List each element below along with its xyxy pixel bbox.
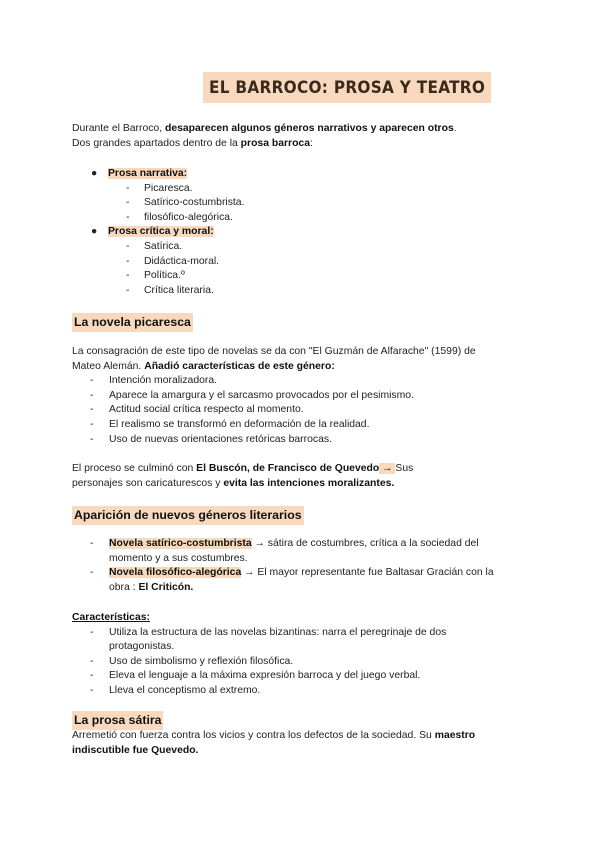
- list-item: - Aparece la amargura y el sarcasmo provocados por el pesimismo.: [90, 389, 414, 401]
- list-item: - Novela filosófico-alegórica → El mayor representante fue Baltasar Gracián con la obra : El Criticón.: [90, 567, 494, 593]
- list-item: - El realismo se transformó en deformación de la realidad.: [90, 418, 370, 430]
- section-heading-prosa-satira: La prosa sátira: [72, 711, 163, 730]
- text-line: Mateo Alemán. Añadió características de este género:: [72, 360, 335, 372]
- satira-body: [72, 729, 534, 758]
- nuevos-generos-list: [72, 537, 534, 595]
- intro: [72, 122, 534, 151]
- bullet-icon: ●: [91, 226, 98, 238]
- list-item: - Didáctica-moral.: [126, 255, 220, 267]
- list-item: ● Prosa narrativa: - Picaresca. - Satírico-costumbrista. - filosófico-alegórica.: [72, 167, 534, 225]
- list-item: - Intención moralizadora.: [90, 375, 218, 387]
- list-item: - Eleva el lenguaje a la máxima expresión barroca y del juego verbal.: [90, 670, 421, 682]
- prose-groups-list: [72, 167, 534, 298]
- intro-line-2: Dos grandes apartados dentro de la prosa barroca:: [72, 137, 313, 149]
- list-item: - Picaresca.: [126, 182, 193, 194]
- picaresca-conclusion: [72, 462, 534, 491]
- list-item: - Utiliza la estructura de las novelas bizantinas: narra el peregrinaje de dos protagonistas.: [90, 626, 447, 653]
- caracteristicas-heading: Características:: [72, 612, 150, 623]
- text-line: El proceso se culminó con El Buscón, de Francisco de Quevedo → Sus: [72, 463, 414, 474]
- text-line: personajes son caricaturescos y evita las intenciones moralizantes.: [72, 477, 395, 489]
- list-item: - Lleva el conceptismo al extremo.: [90, 684, 261, 696]
- list-item: - Uso de simbolismo y reflexión filosófica.: [90, 655, 294, 667]
- section-heading-picaresca: La novela picaresca: [72, 313, 193, 332]
- picaresca-body: [72, 345, 534, 447]
- arrow-icon: →: [379, 463, 396, 474]
- section-heading-nuevos-generos: Aparición de nuevos géneros literarios: [72, 506, 304, 525]
- list-item: - Novela satírico-costumbrista → sátira de costumbres, crítica a la sociedad del momento y a sus costumbres.: [90, 538, 479, 564]
- list-item: - Satírico-costumbrista.: [126, 197, 245, 209]
- text-line: indiscutible fue Quevedo.: [72, 744, 199, 756]
- text-line: La consagración de este tipo de novelas se da con "El Guzmán de Alfarache" (1599) de: [72, 346, 476, 357]
- intro-line-1: Durante el Barroco, desaparecen algunos géneros narrativos y aparecen otros.: [72, 123, 457, 134]
- text-line: Arremetió con fuerza contra los vicios y contra los defectos de la sociedad. Su maestro: [72, 730, 476, 741]
- list-item: - Política.º: [126, 270, 185, 282]
- page-title: EL BARROCO: PROSA Y TEATRO: [203, 72, 491, 103]
- list-item: - filosófico-alegórica.: [126, 211, 233, 223]
- list-item: - Uso de nuevas orientaciones retóricas barrocas.: [90, 433, 332, 445]
- list-item: - Crítica literaria.: [126, 284, 214, 296]
- list-item: - Satírica.: [126, 240, 183, 252]
- bullet-icon: ●: [91, 168, 98, 179]
- list-item: - Actitud social crítica respecto al momento.: [90, 404, 304, 416]
- list-item: ● Prosa crítica y moral: - Satírica. - Didáctica-moral. - Política.º - Crítica literaria.: [72, 225, 534, 298]
- caracteristicas: [72, 611, 534, 699]
